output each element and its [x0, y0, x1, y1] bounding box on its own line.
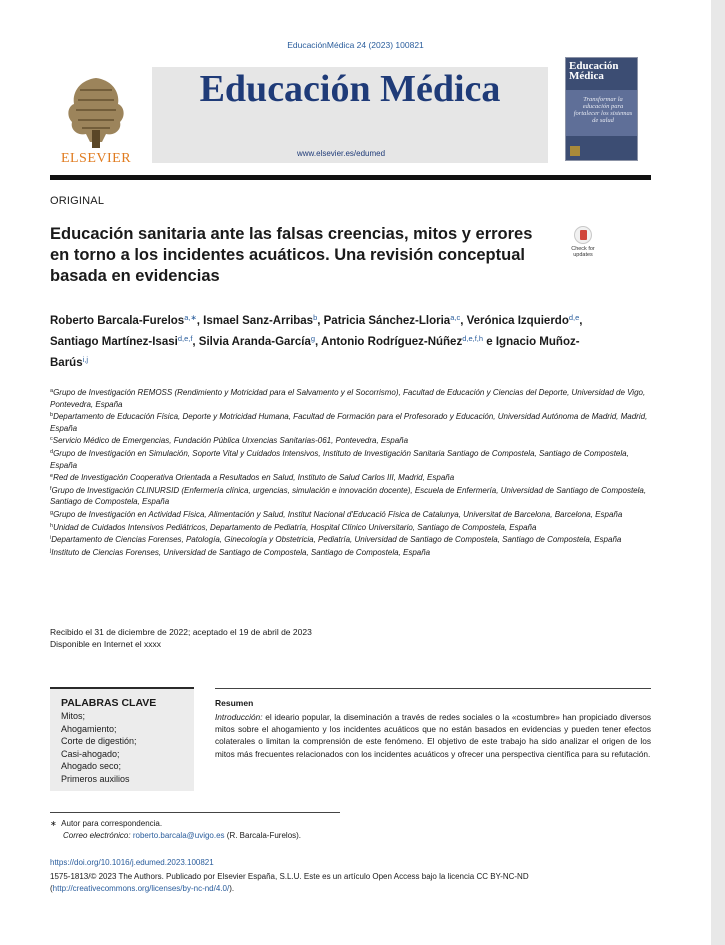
- article-dates: [50, 626, 312, 650]
- affiliation-mark: d: [50, 448, 54, 455]
- affiliation-mark: f: [50, 485, 52, 492]
- elsevier-wordmark: ELSEVIER: [60, 151, 132, 166]
- affiliation-item: [50, 484, 655, 508]
- email-suffix: (R. Barcala-Furelos).: [224, 831, 302, 840]
- author-affiliation-mark[interactable]: a,∗: [184, 313, 197, 322]
- journal-masthead: [152, 67, 548, 163]
- affiliation-text: Grupo de Investigación en Simulación, Soporte Vital y Cuidados Intensivos, Instituto de Investigación Sanitaria Santiago de Compostela, Santiago de Compostela, España: [50, 448, 629, 470]
- author-affiliation-mark[interactable]: g: [310, 334, 316, 343]
- author-affiliation-mark[interactable]: a,c: [450, 313, 461, 322]
- affiliation-item: [50, 546, 655, 559]
- received-date: Recibido el 31 de diciembre de 2022; aceptado el 19 de abril de 2023: [50, 627, 312, 637]
- journal-title: Educación Médica: [199, 68, 501, 110]
- doi-link[interactable]: https://doi.org/10.1016/j.edumed.2023.100821: [50, 858, 214, 867]
- affiliation-mark: h: [50, 522, 54, 529]
- keyword-item: Ahogado seco;: [61, 761, 122, 771]
- keyword-item: Casi-ahogado;: [61, 748, 120, 759]
- affiliation-text: Grupo de Investigación REMOSS (Rendimiento y Motricidad para el Salvamento y el Socorrismo), Facultad de Educación y Ciencias del Deporte, Universidad de Vigo, Pontevedra, España: [50, 388, 646, 409]
- header-rule: [50, 175, 651, 180]
- bookmark-icon: [574, 226, 592, 244]
- affiliation-item: [50, 386, 655, 410]
- author-separator: ,: [196, 315, 204, 327]
- online-date: Disponible en Internet el xxxx: [50, 639, 162, 649]
- author-separator: ,: [192, 336, 199, 348]
- affiliation-text: Grupo de Investigación CLINURSID (Enfermería clínica, urgencias, simulación e innovación docente), Escuela de Enfermería, Universidad de Santiago de Compostela, Santiago de Compostela, España: [50, 485, 647, 507]
- affiliation-item: [50, 533, 655, 546]
- affiliation-mark: a: [50, 388, 54, 394]
- affiliation-text: Grupo de Investigación en Actividad Física, Alimentación y Salud, Institut Nacional d'Educació Física de Catalunya, Universitat de Barcelona, Barcelona, España: [53, 509, 623, 519]
- author-list: [50, 309, 610, 372]
- author-affiliation-mark[interactable]: d,e: [568, 313, 580, 322]
- affiliation-item: [50, 471, 655, 484]
- elsevier-logo: [50, 70, 142, 166]
- author-name: Antonio Rodríguez-Núñez: [321, 336, 463, 348]
- email-link[interactable]: roberto.barcala@uvigo.es: [132, 831, 225, 840]
- correspondence-footnote: [50, 818, 450, 842]
- affiliation-text: Unidad de Cuidados Intensivos Pediátricos, Departamento de Pediatría, Hospital Clínico Universitario, Santiago de Compostela, España: [53, 522, 537, 532]
- affiliation-item: [50, 521, 655, 534]
- affiliation-list: [50, 386, 655, 558]
- affiliation-mark: b: [50, 412, 54, 419]
- author-affiliation-mark[interactable]: b: [313, 313, 318, 322]
- affiliation-mark: c: [50, 436, 53, 443]
- keyword-item: Primeros auxilios: [61, 773, 130, 784]
- cover-logo-icon: [570, 146, 580, 156]
- keyword-item: Ahogamiento;: [61, 723, 117, 734]
- author-affiliation-mark[interactable]: i,j: [82, 355, 89, 364]
- footnote-line-2: [50, 830, 450, 842]
- keyword-item: Mitos;: [61, 711, 86, 721]
- affiliation-text: Servicio Médico de Emergencias, Fundación Pública Urxencias Sanitarias-061, Pontevedra, España: [52, 436, 409, 446]
- license-link[interactable]: http://creativecommons.org/licenses/by-nc-nd/4.0/: [52, 884, 230, 893]
- page-edge: [711, 0, 725, 945]
- author-separator: e: [483, 336, 496, 348]
- affiliation-mark: g: [50, 509, 54, 516]
- affiliation-item: [50, 508, 655, 521]
- journal-url[interactable]: www.elsevier.es/edumed: [297, 149, 386, 158]
- affiliation-item: [50, 447, 655, 471]
- footnote-rule: [50, 812, 340, 813]
- author-separator: ,: [317, 315, 324, 327]
- affiliation-mark: e: [50, 473, 54, 480]
- footnote-line-1: [50, 818, 450, 830]
- author-name: Roberto Barcala-Furelos: [50, 315, 185, 327]
- abstract: [215, 688, 651, 760]
- email-label: Correo electrónico:: [63, 831, 131, 840]
- affiliation-text: Departamento de Educación Física, Deporte y Motricidad Humana, Facultad de Formación para el Profesorado y Educación, Universidad Autónoma de Madrid, Madrid, España: [50, 412, 648, 433]
- author-separator: ,: [315, 336, 322, 348]
- affiliation-text: Instituto de Ciencias Forenses, Universidad de Santiago de Compostela, Santiago de Compostela, España: [51, 547, 431, 557]
- abstract-heading: Resumen: [215, 698, 254, 708]
- affiliation-text: Red de Investigación Cooperativa Orientada a Resultados en Salud, Instituto de Salud Carlos III, Madrid, España: [53, 473, 455, 483]
- author-affiliation-mark[interactable]: d,e,f: [177, 334, 193, 343]
- keyword-item: Corte de digestión;: [61, 736, 137, 746]
- author-name: Ignacio Muñoz-Barús: [50, 336, 580, 369]
- license-text: 1575-1813/© 2023 The Authors. Publicado por Elsevier España, S.L.U. Este es un artículo Open Access bajo la licencia CC BY-NC-ND (: [50, 872, 529, 893]
- footnote-mark: ∗: [50, 819, 57, 828]
- affiliation-mark: j: [50, 547, 52, 554]
- section-label: ORIGINAL: [50, 195, 105, 207]
- author-affiliation-mark[interactable]: d,e,f,h: [462, 334, 484, 343]
- footnote-text: Autor para correspondencia.: [61, 819, 163, 828]
- abstract-body: el ideario popular, la diseminación a través de redes sociales o la «costumbre» han propiciado diversos mitos sobre el ahogamiento y los incidentes acuáticos que no están basados en evidencias y pueden tener efectos colaterales o limitan la comprensión de este fenómeno. El objetivo de este trabajo ha sido analizar el origen de los mitos más frecuentes relacionados con los incidentes acuáticos y ofrecer una perspectiva científica para su refutación.: [215, 712, 651, 759]
- journal-cover: [565, 57, 638, 161]
- journal-reference[interactable]: EducaciónMédica 24 (2023) 100821: [287, 40, 424, 50]
- author-separator: ,: [460, 315, 467, 327]
- author-name: Silvia Aranda-García: [198, 336, 311, 348]
- license-close: ).: [229, 884, 235, 893]
- cover-title: Educación Médica: [569, 60, 619, 82]
- affiliation-text: Departamento de Ciencias Forenses, Patología, Ginecología y Obstetricia, Pediatría, Universidad de Santiago de Compostela, Santiago de Compostela, España: [51, 535, 622, 545]
- article-title: Educación sanitaria ante las falsas creencias, mitos y errores en torno a los incidentes acuáticos. Una revisión conceptual basada en evidencias: [50, 225, 533, 285]
- affiliation-item: [50, 410, 655, 434]
- author-separator: ,: [579, 315, 583, 327]
- abstract-text: [215, 711, 651, 760]
- check-for-updates-label: Check for updates: [571, 246, 595, 258]
- keywords-box: [50, 687, 194, 791]
- cover-subtitle: Transformar la educación para fortalecer los sistemas de salud: [573, 96, 633, 124]
- check-for-updates-badge[interactable]: [566, 226, 600, 262]
- author-name: Patricia Sánchez-Lloria: [323, 315, 451, 327]
- keywords-list: [61, 710, 194, 785]
- author-name: Verónica Izquierdo: [466, 315, 569, 327]
- author-name: Santiago Martínez-Isasi: [50, 336, 178, 348]
- affiliation-item: [50, 434, 655, 447]
- affiliation-mark: i: [50, 535, 52, 542]
- author-name: Ismael Sanz-Arribas: [203, 315, 314, 327]
- abstract-intro-label: Introducción:: [215, 712, 263, 722]
- license-statement: [50, 871, 655, 895]
- keywords-heading: PALABRAS CLAVE: [61, 697, 157, 709]
